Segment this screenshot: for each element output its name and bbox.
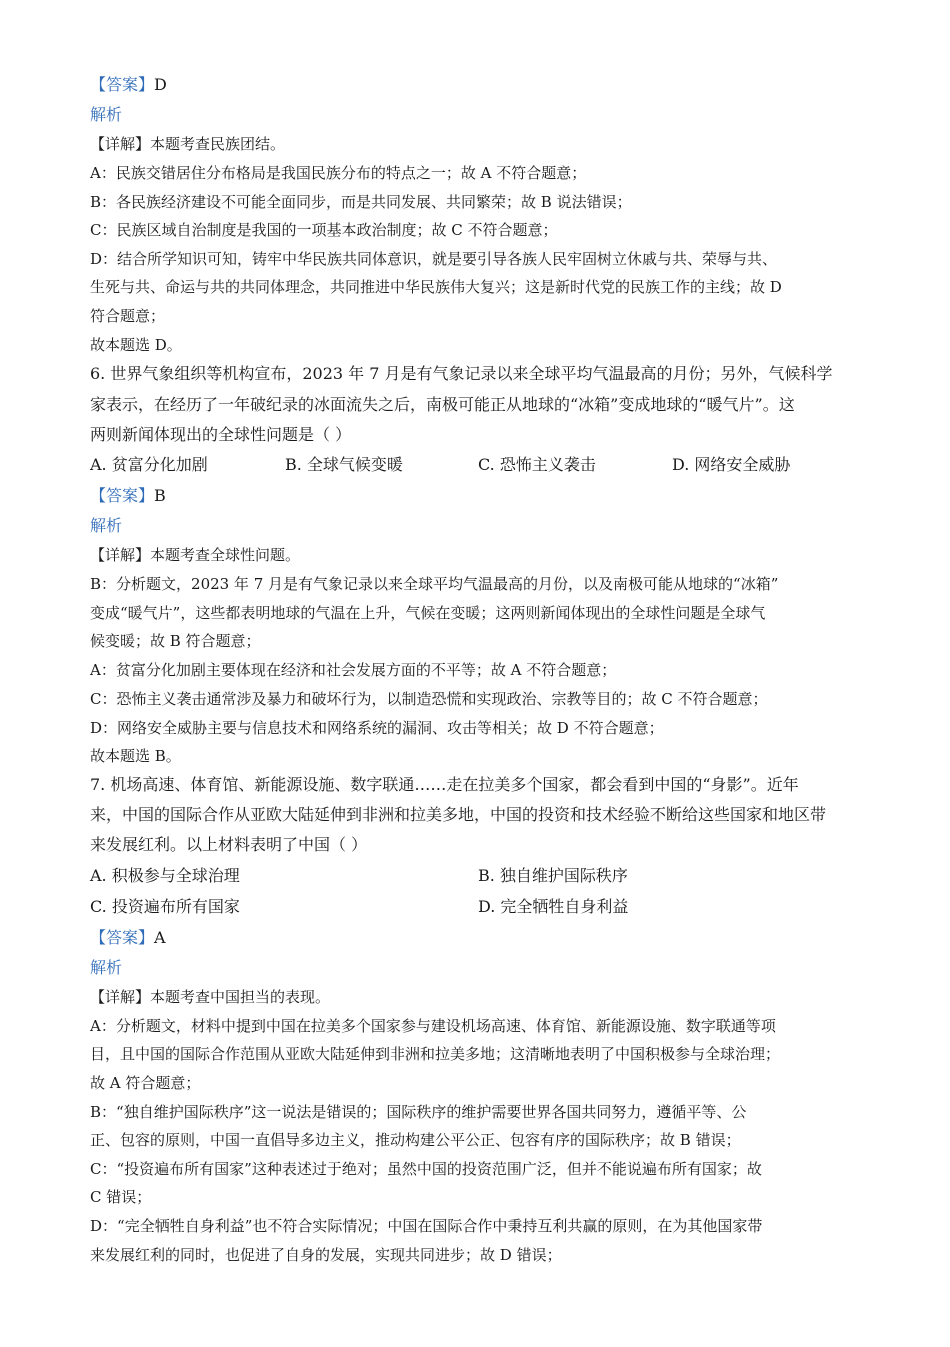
analysis-label: 解析 <box>90 105 123 124</box>
explanation-line: 【详解】本题考查全球性问题。 <box>90 546 301 564</box>
explanation-line: 候变暖；故 B 符合题意； <box>90 632 261 650</box>
explanation-line: 来发展红利的同时，也促进了自身的发展，实现共同进步；故 D 错误； <box>90 1246 562 1264</box>
answer-line <box>90 928 166 948</box>
explanation-line: 符合题意； <box>90 307 166 325</box>
explanation-line: 【详解】本题考查民族团结。 <box>90 135 286 153</box>
explanation-line: 目，且中国的国际合作范围从亚欧大陆延伸到非洲和拉美多地；这清晰地表明了中国积极参与全球治理； <box>90 1045 781 1063</box>
explanation-line: B：各民族经济建设不可能全面同步，而是共同发展、共同繁荣；故 B 说法错误； <box>90 193 632 211</box>
explanation-line: C：恐怖主义袭击通常涉及暴力和破坏行为，以制造恐慌和实现政治、宗教等目的；故 C 不符合题意； <box>90 690 768 708</box>
explanation-line: 正、包容的原则，中国一直倡导多边主义，推动构建公平公正、包容有序的国际秩序；故 B 错误； <box>90 1131 741 1149</box>
answer-line <box>90 75 167 95</box>
explanation-line: C：民族区域自治制度是我国的一项基本政治制度；故 C 不符合题意； <box>90 221 558 239</box>
option-d: D. 网络安全威胁 <box>672 455 791 474</box>
explanation-line: 故 A 符合题意； <box>90 1074 201 1092</box>
explanation-line: 生死与共、命运与共的共同体理念，共同推进中华民族伟大复兴；这是新时代党的民族工作的主线；故 D <box>90 278 782 296</box>
option-b: B. 独自维护国际秩序 <box>478 866 628 885</box>
explanation-line: C：“投资遍布所有国家”这种表述过于绝对；虽然中国的投资范围广泛，但并不能说遍布所有国家；故 <box>90 1160 762 1178</box>
answer-label: 【答案】 <box>90 486 155 505</box>
explanation-line: C 错误； <box>90 1188 152 1206</box>
question-stem-line: 6. 世界气象组织等机构宣布，2023 年 7 月是有气象记录以来全球平均气温最高的月份；另外，气候科学 <box>90 364 833 383</box>
question-stem-line: 两则新闻体现出的全球性问题是（ ） <box>90 425 352 444</box>
question-stem-line: 家表示，在经历了一年破纪录的冰面流失之后，南极可能正从地球的“冰箱”变成地球的“暖气片”。这 <box>90 395 795 414</box>
answer-value: D <box>154 75 167 94</box>
explanation-line: 【详解】本题考查中国担当的表现。 <box>90 988 331 1006</box>
question-stem-line: 来，中国的国际合作从亚欧大陆延伸到非洲和拉美多地，中国的投资和技术经验不断给这些国家和地区带 <box>90 805 827 824</box>
option-b: B. 全球气候变暖 <box>285 455 403 474</box>
option-a: A. 贫富分化加剧 <box>90 455 208 474</box>
analysis-label: 解析 <box>90 516 123 535</box>
option-d: D. 完全牺牲自身利益 <box>478 897 629 916</box>
explanation-line: 故本题选 B。 <box>90 747 181 765</box>
explanation-line: D：“完全牺牲自身利益”也不符合实际情况；中国在国际合作中秉持互利共赢的原则，在为其他国家带 <box>90 1217 763 1235</box>
explanation-line: 故本题选 D。 <box>90 336 182 354</box>
answer-label: 【答案】 <box>90 928 155 947</box>
explanation-line: A：分析题文，材料中提到中国在拉美多个国家参与建设机场高速、体育馆、新能源设施、数字联通等项 <box>90 1017 776 1035</box>
answer-label: 【答案】 <box>90 75 155 94</box>
answer-line <box>90 486 166 506</box>
option-a: A. 积极参与全球治理 <box>90 866 240 885</box>
explanation-line: B：分析题文，2023 年 7 月是有气象记录以来全球平均气温最高的月份，以及南极可能从地球的“冰箱” <box>90 575 779 593</box>
explanation-line: A：民族交错居住分布格局是我国民族分布的特点之一；故 A 不符合题意； <box>90 164 587 182</box>
question-stem-line: 7. 机场高速、体育馆、新能源设施、数字联通……走在拉美多个国家，都会看到中国的“身影”。近年 <box>90 775 799 794</box>
analysis-label: 解析 <box>90 958 123 977</box>
option-c: C. 恐怖主义袭击 <box>478 455 596 474</box>
explanation-line: A：贫富分化加剧主要体现在经济和社会发展方面的不平等；故 A 不符合题意； <box>90 661 617 679</box>
explanation-line: D：结合所学知识可知，铸牢中华民族共同体意识，就是要引导各族人民牢固树立休戚与共、荣辱与共、 <box>90 250 778 268</box>
question-stem-line: 来发展红利。以上材料表明了中国（ ） <box>90 835 368 854</box>
explanation-line: B：“独自维护国际秩序”这一说法是错误的；国际秩序的维护需要世界各国共同努力，遵循平等、公 <box>90 1103 747 1121</box>
explanation-line: 变成“暖气片”，这些都表明地球的气温在上升，气候在变暖；这两则新闻体现出的全球性问题是全球气 <box>90 604 766 622</box>
answer-value: B <box>154 486 166 505</box>
answer-value: A <box>154 928 166 947</box>
explanation-line: D：网络安全威胁主要与信息技术和网络系统的漏洞、攻击等相关；故 D 不符合题意； <box>90 719 664 737</box>
option-c: C. 投资遍布所有国家 <box>90 897 240 916</box>
